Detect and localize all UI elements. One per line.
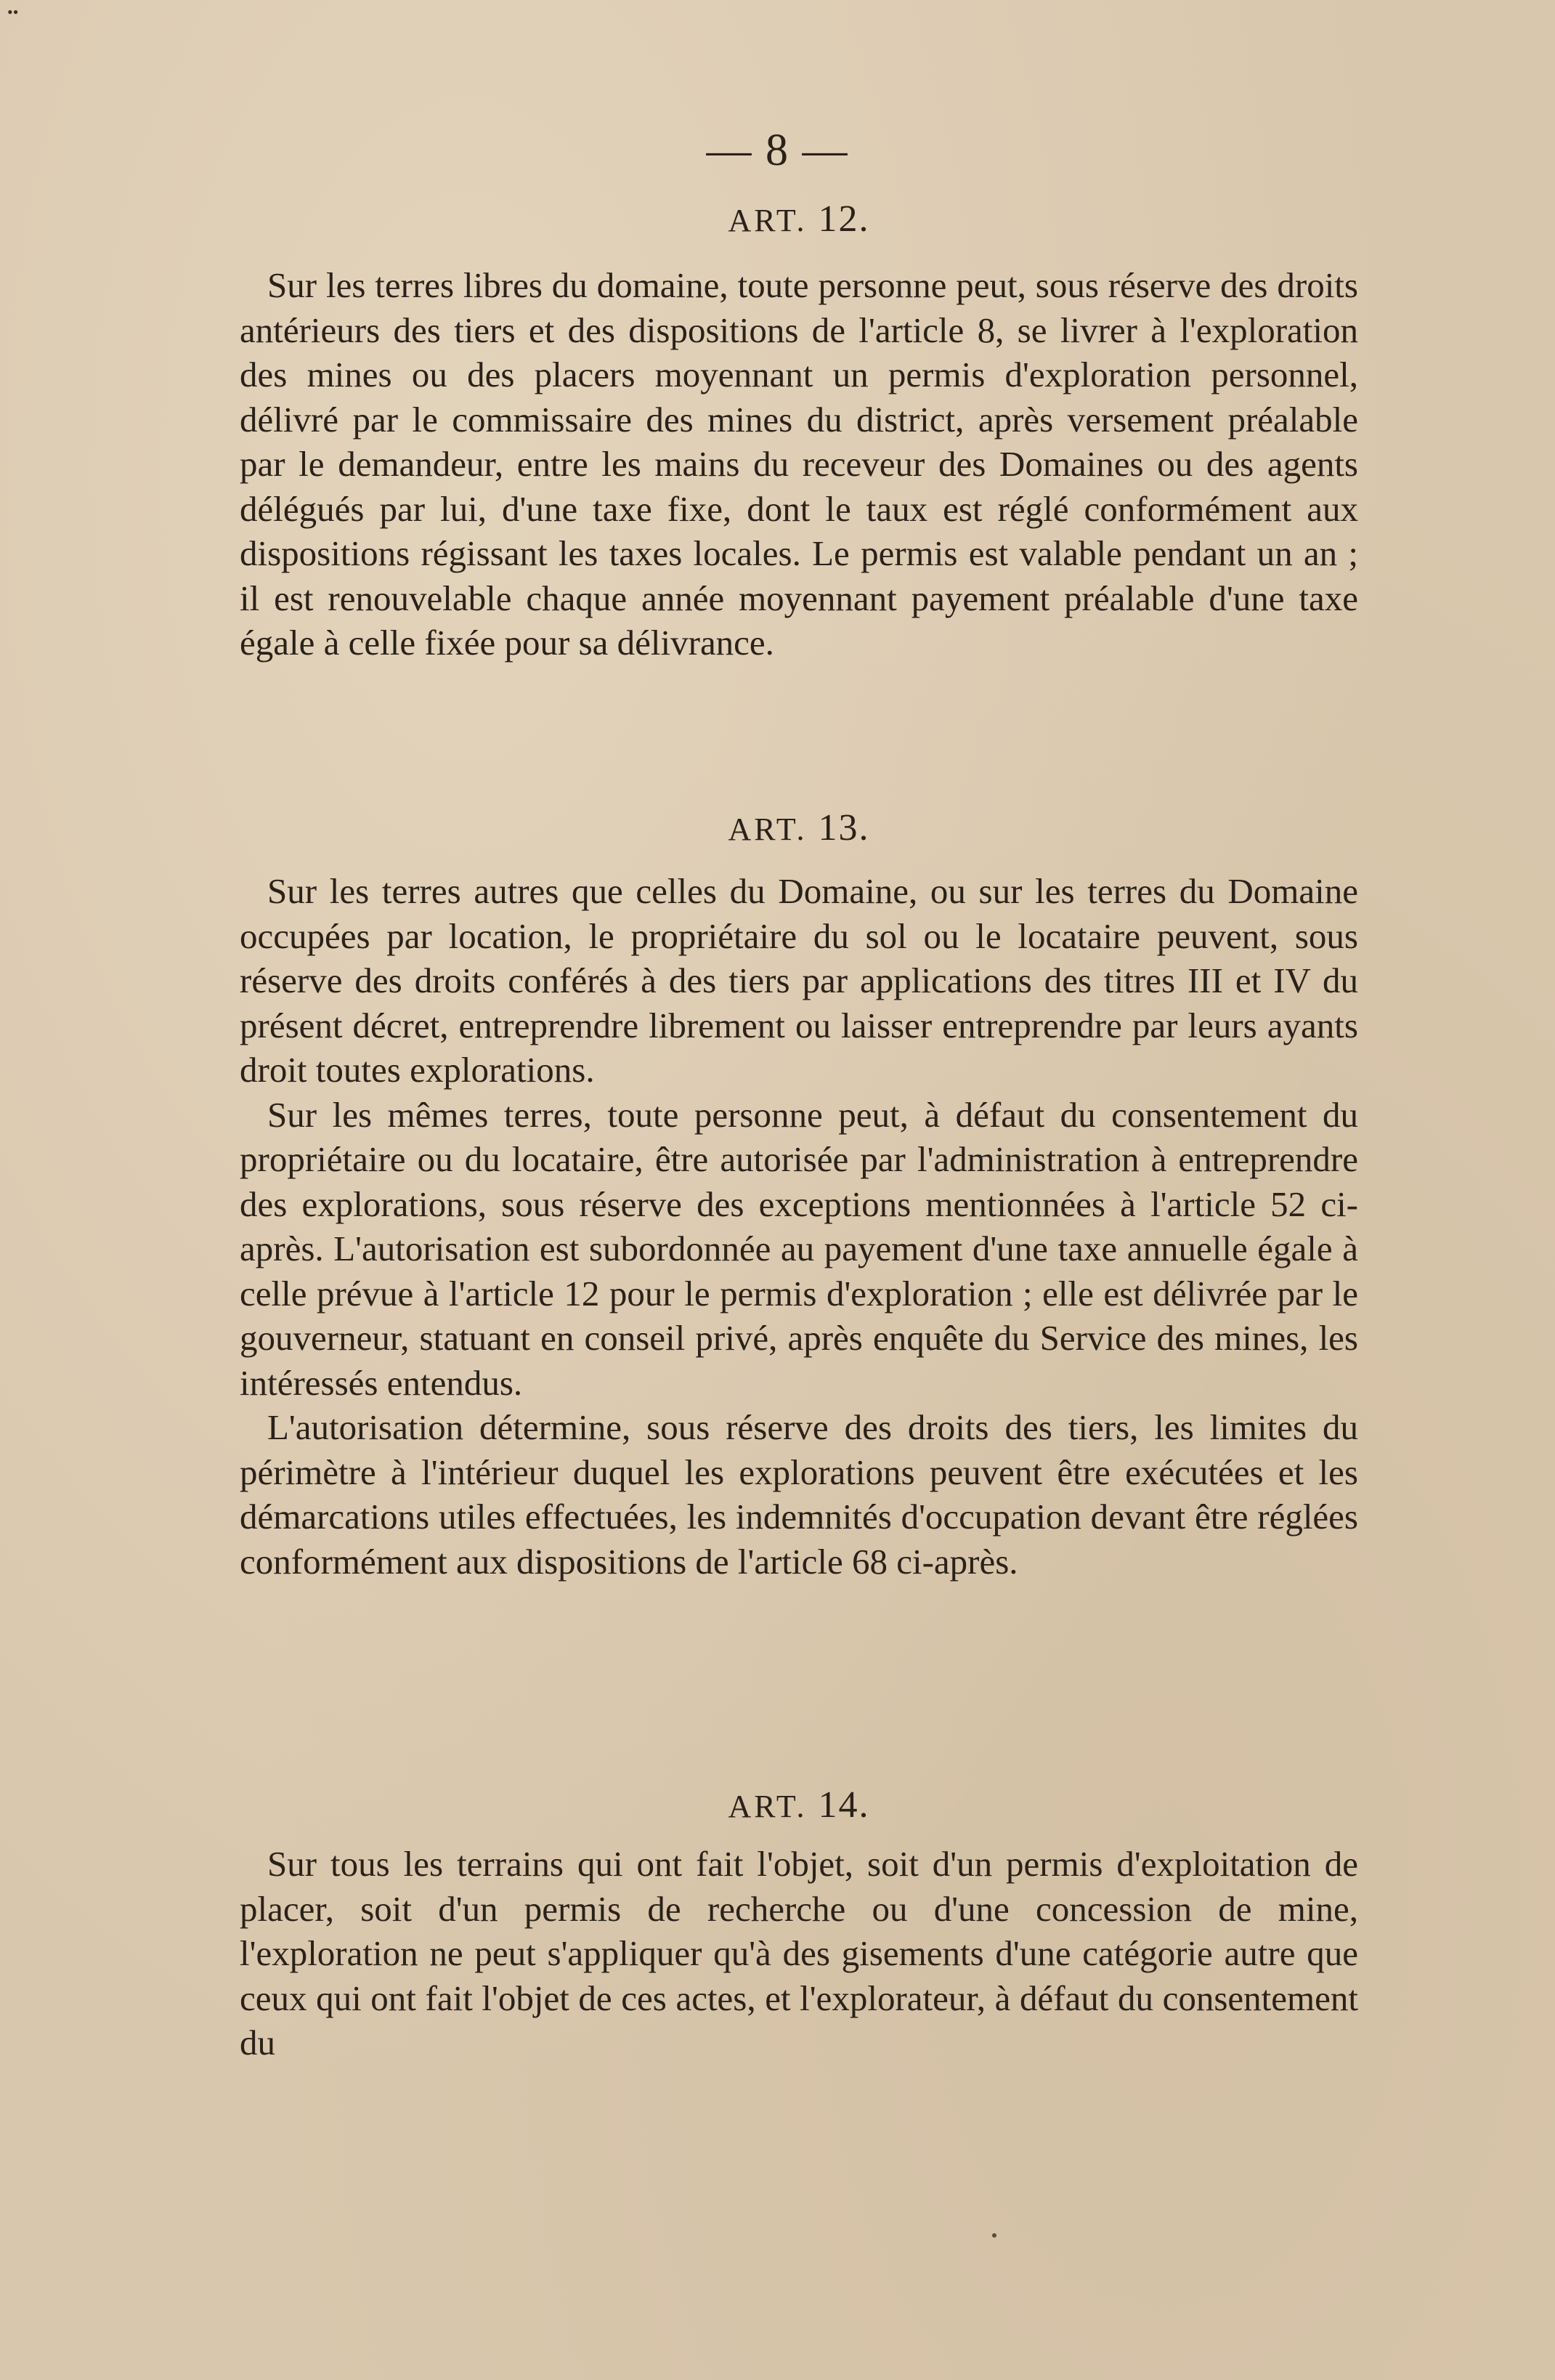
- paragraph: Sur les terres autres que celles du Domaine, ou sur les terres du Domaine occupées par location, le propriétaire du sol ou le locataire peuvent, sous réserve des droits conférés à des tiers par applications des titres III et IV du présent décret, entreprendre librement ou laisser entreprendre par leurs ayants droit toutes explorations.: [240, 871, 1358, 1090]
- article-12-heading: [240, 198, 1358, 240]
- article-13-body: [240, 869, 1358, 1584]
- paragraph: Sur tous les terrains qui ont fait l'objet, soit d'un permis d'exploitation de placer, soit d'un permis de recherche ou d'une concession de mine, l'exploration ne peut s'appliquer qu'à des gisements d'une catégorie autre que ceux qui ont fait l'objet de ces actes, et l'explorateur, à défaut du consentement du: [240, 1844, 1358, 2063]
- paper-speck: [992, 2233, 996, 2238]
- article-prefix: ART.: [728, 203, 808, 238]
- article-prefix: ART.: [728, 1789, 808, 1824]
- article-14-body: [240, 1842, 1358, 2065]
- paragraph: Sur les mêmes terres, toute personne peut, à défaut du consentement du propriétaire ou du locataire, être autorisée par l'administration à entreprendre des explorations, sous réserve des exceptions mentionnées à l'article 52 ci-après. L'autorisation est subordonnée au payement d'une taxe annuelle égale à celle prévue à l'article 12 pour le permis d'exploration ; elle est délivrée par le gouverneur, statuant en conseil privé, après enquête du Service des mines, les intéressés entendus.: [240, 1094, 1358, 1403]
- article-number: 13.: [818, 807, 870, 849]
- article-12-body: [240, 263, 1358, 665]
- article-13-heading: [240, 806, 1358, 849]
- paragraph: L'autorisation détermine, sous réserve des droits des tiers, les limites du périmètre à l'intérieur duquel les explorations peuvent être exécutées et les démarcations utiles effectuées, les indemnités d'occupation devant être réglées conformément aux dispositions de l'article 68 ci-après.: [240, 1407, 1358, 1582]
- article-prefix: ART.: [728, 811, 808, 847]
- corner-mark: ••: [7, 3, 19, 21]
- article-number: 14.: [818, 1784, 870, 1826]
- article-14-heading: [240, 1784, 1358, 1826]
- page-number: — 8 —: [706, 126, 849, 175]
- paragraph: Sur les terres libres du domaine, toute personne peut, sous réserve des droits antérieurs des tiers et des dispositions de l'article 8, se livrer à l'exploration des mines ou des placers moyennant un permis d'exploration personnel, délivré par le commissaire des mines du district, après versement préalable par le demandeur, entre les mains du receveur des Domaines ou des agents délégués par lui, d'une taxe fixe, dont le taux est réglé conformément aux dispositions régissant les taxes locales. Le permis est valable pendant un an ; il est renouvelable chaque année moyennant payement préalable d'une taxe égale à celle fixée pour sa délivrance.: [240, 265, 1358, 663]
- article-number: 12.: [818, 198, 870, 240]
